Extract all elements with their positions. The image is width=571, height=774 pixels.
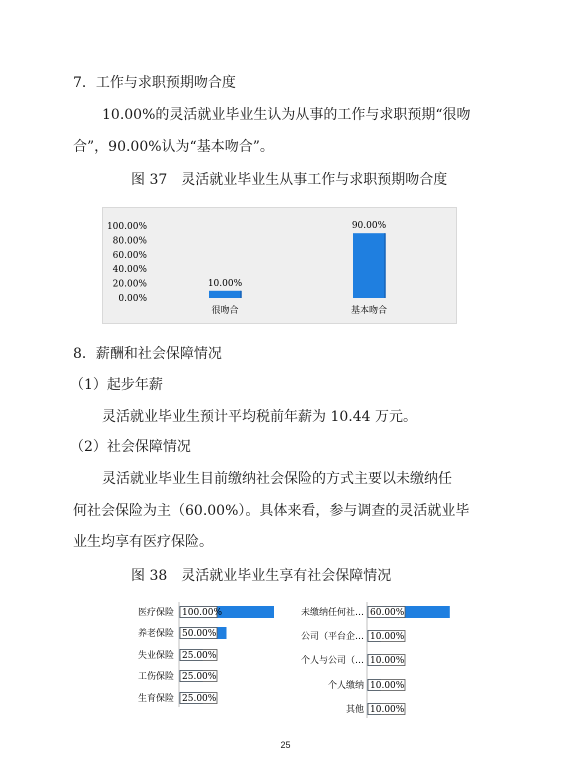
row-label: 个人与公司（…	[300, 656, 364, 666]
y-tick-label: 40.00%	[112, 265, 147, 276]
section8-subheading-salary: （1）起步年薪	[70, 377, 163, 393]
data-label: 100.00%	[182, 608, 223, 618]
y-tick-label: 80.00%	[112, 236, 147, 247]
category-label: 很吻合	[211, 306, 239, 316]
data-label: 10.00%	[370, 632, 405, 642]
data-label: 25.00%	[182, 651, 217, 661]
row-label: 工伤保险	[137, 672, 174, 682]
row-label: 未缴纳任何社…	[300, 608, 364, 618]
y-tick-label: 100.00%	[106, 222, 147, 232]
section7-paragraph-line1: 10.00%的灵活就业毕业生认为从事的工作与求职预期“很吻	[102, 107, 471, 123]
row-label: 其他	[345, 705, 364, 715]
data-label: 10.00%	[207, 278, 243, 289]
section8-insurance-line2: 何社会保险为主（60.00%）。具体来看，参与调查的灵活就业毕	[73, 503, 470, 519]
row-label: 个人缴纳	[327, 681, 364, 691]
row-label: 公司（平台企…	[300, 632, 364, 642]
data-label: 10.00%	[370, 705, 405, 715]
figure38-caption: 图 38 灵活就业毕业生享有社会保障情况	[131, 568, 392, 584]
row-label: 养老保险	[137, 629, 174, 639]
section7-paragraph-line2: 合”，90.00%认为“基本吻合”。	[73, 139, 274, 155]
data-label: 90.00%	[351, 221, 387, 232]
row-label: 失业保险	[137, 651, 174, 661]
section8-insurance-line1: 灵活就业毕业生目前缴纳社会保险的方式主要以未缴纳任	[102, 471, 452, 487]
data-label: 25.00%	[182, 672, 217, 682]
data-label: 60.00%	[370, 608, 405, 618]
section8-insurance-line3: 业生均享有医疗保险。	[73, 534, 213, 550]
row-label: 医疗保险	[137, 608, 174, 618]
data-label: 25.00%	[182, 694, 217, 704]
data-label: 10.00%	[370, 681, 405, 691]
section8-heading: 8．薪酬和社会保障情况	[73, 346, 222, 362]
figure37-caption: 图 37 灵活就业毕业生从事工作与求职预期吻合度	[131, 172, 448, 188]
section8-salary-text: 灵活就业毕业生预计平均税前年薪为 10.44 万元。	[102, 409, 417, 425]
page-number: 25	[280, 740, 291, 750]
y-tick-label: 60.00%	[112, 250, 147, 261]
row-label: 生育保险	[137, 694, 174, 704]
section8-subheading-insurance: （2）社会保障情况	[70, 439, 191, 455]
section7-heading: 7．工作与求职预期吻合度	[73, 75, 236, 91]
data-label: 10.00%	[370, 656, 405, 666]
category-label: 基本吻合	[350, 306, 388, 316]
y-tick-label: 0.00%	[118, 294, 147, 304]
data-label: 50.00%	[182, 629, 217, 639]
y-tick-label: 20.00%	[112, 279, 147, 290]
